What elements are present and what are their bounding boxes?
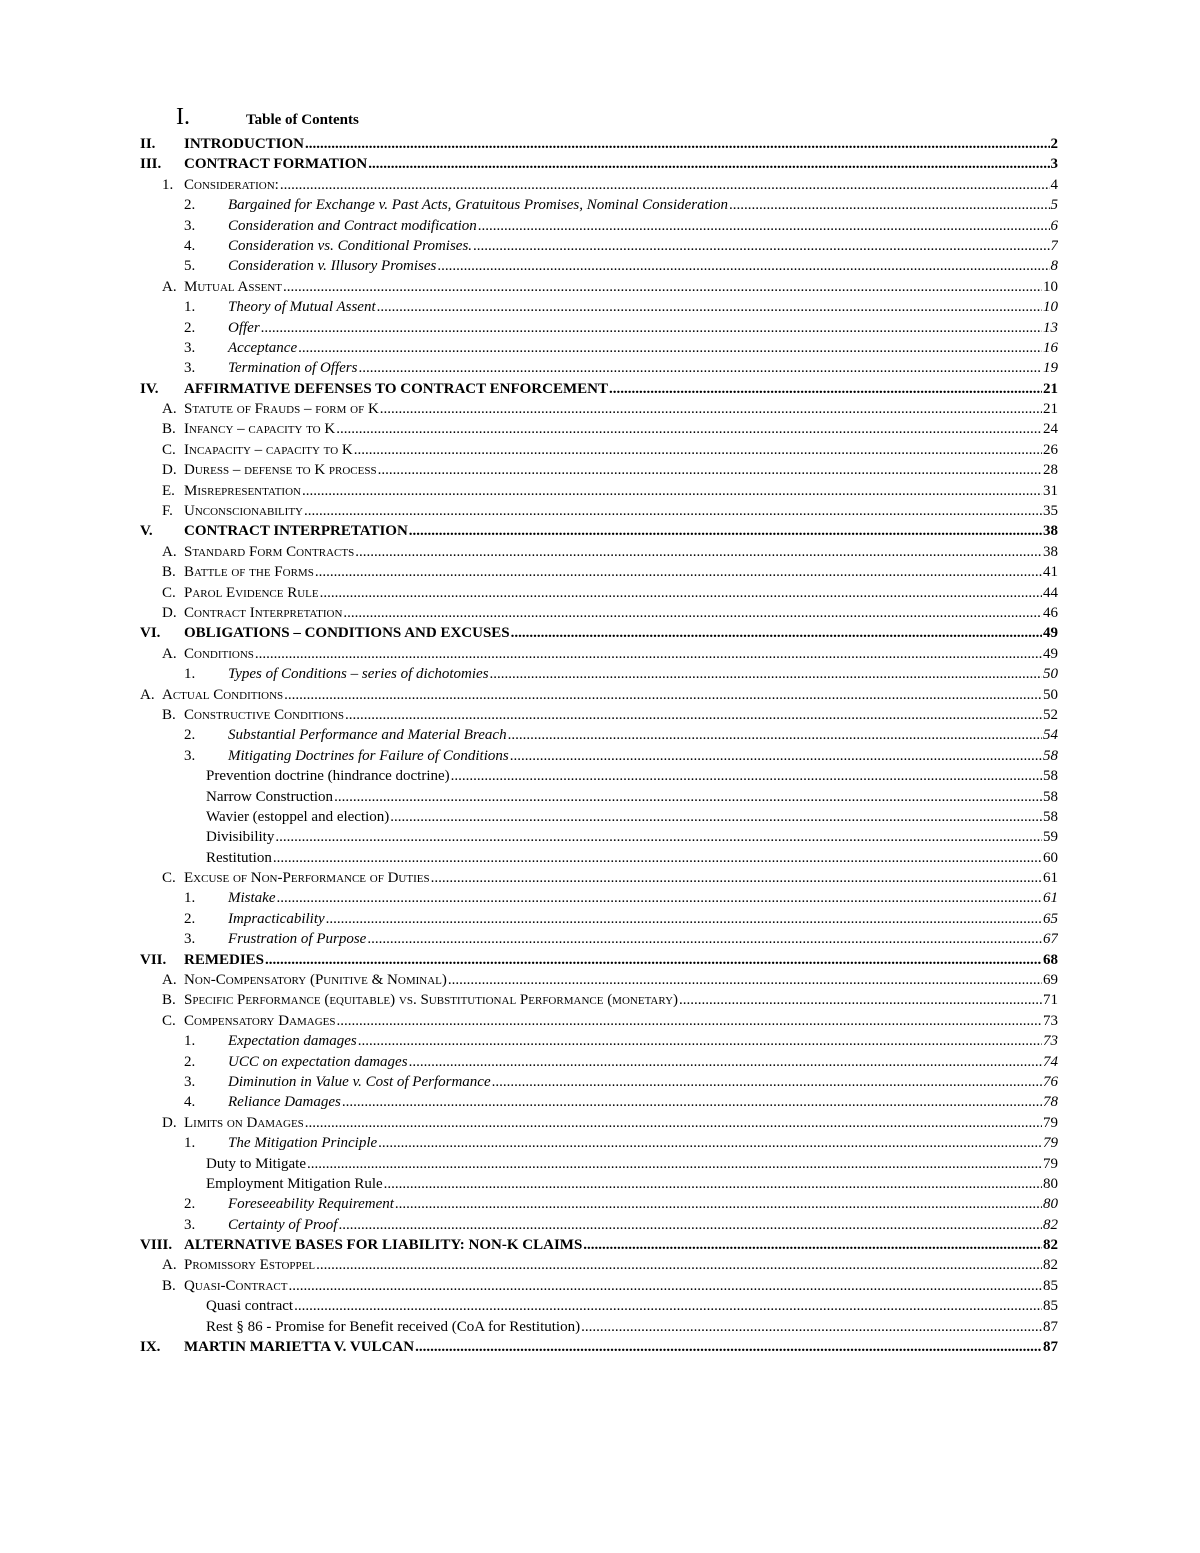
toc-entry-title: Mistake [228, 890, 276, 907]
toc-entry-number: VII. [140, 951, 167, 968]
toc-entry[interactable] [140, 338, 1058, 358]
toc-entry-number: D. [162, 604, 177, 621]
toc-entry-number: IV. [140, 380, 159, 397]
toc-entry-number: 2. [184, 1053, 196, 1070]
toc-entry-page: 61 [1043, 870, 1058, 887]
toc-entry-page: 8 [1050, 258, 1058, 275]
toc-entry[interactable] [140, 848, 1058, 868]
toc-dot-leader [395, 1194, 1042, 1214]
toc-entry[interactable] [140, 379, 1058, 399]
toc-dot-leader [315, 562, 1042, 582]
toc-entry-title: ALTERNATIVE BASES FOR LIABILITY: NON-K CLAIMS [184, 1237, 583, 1254]
toc-entry[interactable] [140, 705, 1058, 725]
toc-entry[interactable] [140, 419, 1058, 439]
toc-entry[interactable] [140, 1235, 1058, 1255]
toc-entry-page: 82 [1043, 1237, 1058, 1254]
toc-entry-page: 74 [1043, 1053, 1058, 1070]
toc-dot-leader [316, 1255, 1042, 1275]
toc-dot-leader [431, 868, 1042, 888]
toc-entry-number: 3. [184, 747, 196, 764]
toc-entry-title: Mutual Assent [184, 278, 282, 295]
toc-entry[interactable] [140, 807, 1058, 827]
toc-entry-number: VIII. [140, 1237, 173, 1254]
toc-entry-page: 44 [1043, 584, 1058, 601]
toc-dot-leader [273, 848, 1042, 868]
toc-entry-number: F. [162, 503, 173, 520]
toc-dot-leader [288, 1276, 1042, 1296]
toc-entry-title: CONTRACT FORMATION [184, 156, 368, 173]
toc-entry-number: B. [162, 1277, 176, 1294]
toc-entry-title: Duress – defense to K process [184, 462, 377, 479]
toc-entry[interactable] [140, 1031, 1058, 1051]
toc-entry[interactable] [140, 1154, 1058, 1174]
toc-entry[interactable] [140, 216, 1058, 236]
toc-entry-page: 73 [1043, 1012, 1058, 1029]
toc-entry[interactable] [140, 603, 1058, 623]
toc-entry-title: INTRODUCTION [184, 136, 305, 152]
toc-entry-title: Types of Conditions – series of dichotomies [228, 666, 489, 683]
toc-entry-number: 3. [184, 217, 196, 234]
toc-dot-leader [508, 725, 1042, 745]
toc-entry[interactable] [140, 970, 1058, 990]
toc-entry-page: 5 [1050, 197, 1058, 214]
toc-entry-title: Unconscionability [184, 503, 303, 520]
toc-entry-title: Substantial Performance and Material Breach [228, 727, 507, 744]
toc-entry[interactable] [140, 888, 1058, 908]
toc-entry[interactable] [140, 1052, 1058, 1072]
toc-entry[interactable] [140, 1337, 1058, 1357]
toc-entry-page: 2 [1050, 136, 1058, 152]
toc-entry-title: Frustration of Purpose [228, 931, 367, 948]
toc-entry[interactable] [140, 1317, 1058, 1337]
toc-entry-page: 21 [1043, 380, 1058, 397]
toc-entry[interactable] [140, 725, 1058, 745]
toc-entry-number: B. [162, 421, 176, 438]
toc-entry-number: 3. [184, 360, 196, 377]
toc-dot-leader [729, 195, 1050, 215]
toc-dot-leader [338, 1215, 1042, 1235]
toc-entry-page: 73 [1043, 1033, 1058, 1050]
toc-dot-leader [305, 1113, 1042, 1133]
toc-entry-title: Divisibility [206, 829, 275, 846]
toc-dot-leader [511, 623, 1042, 643]
toc-entry[interactable] [140, 501, 1058, 521]
toc-entry-page: 35 [1043, 503, 1058, 520]
toc-dot-leader [284, 685, 1042, 705]
toc-dot-leader [384, 1174, 1042, 1194]
toc-entry-page: 76 [1043, 1073, 1058, 1090]
toc-entry-number: 2. [184, 727, 196, 744]
toc-dot-leader [345, 705, 1042, 725]
toc-entry-number: 1. [184, 1135, 196, 1152]
toc-dot-leader [492, 1072, 1042, 1092]
toc-entry-title: Constructive Conditions [184, 706, 345, 723]
toc-entry-page: 82 [1043, 1257, 1058, 1274]
toc-dot-leader [334, 787, 1042, 807]
toc-dot-leader [358, 1031, 1042, 1051]
toc-dot-leader [378, 460, 1042, 480]
toc-dot-leader [294, 1296, 1042, 1316]
toc-entry[interactable] [140, 685, 1058, 705]
toc-entry-title: Certainty of Proof [228, 1216, 338, 1233]
toc-entry-title: Infancy – capacity to K [184, 421, 336, 438]
toc-entry-page: 19 [1043, 360, 1058, 377]
toc-entry-page: 58 [1043, 808, 1058, 825]
toc-entry-title: Statute of Frauds – form of K [184, 401, 379, 418]
toc-dot-leader [390, 807, 1042, 827]
toc-entry-title: Consideration vs. Conditional Promises. [228, 237, 473, 254]
toc-heading [176, 104, 359, 132]
toc-entry-page: 87 [1043, 1318, 1058, 1335]
toc-entry-title: Termination of Offers [228, 360, 358, 377]
toc-dot-leader [358, 358, 1042, 378]
toc-entry-page: 87 [1043, 1339, 1058, 1356]
toc-entry-number: C. [162, 441, 176, 458]
toc-entry-page: 38 [1043, 543, 1058, 560]
toc-entry-title: Employment Mitigation Rule [206, 1175, 383, 1192]
toc-entry-title: Non-Compensatory (Punitive & Nominal) [184, 972, 447, 989]
toc-entry-number: E. [162, 482, 175, 499]
toc-entry-title: Compensatory Damages [184, 1012, 336, 1029]
toc-dot-leader [283, 277, 1042, 297]
toc-entry-number: 3. [184, 931, 196, 948]
toc-entry-page: 26 [1043, 441, 1058, 458]
toc-dot-leader [409, 1052, 1042, 1072]
toc-entry-title: UCC on expectation damages [228, 1053, 408, 1070]
toc-entry-title: Wavier (estoppel and election) [206, 808, 390, 825]
toc-entry-number: A. [140, 686, 155, 703]
toc-dot-leader [336, 419, 1042, 439]
toc-entry-title: Promissory Estoppel [184, 1257, 316, 1274]
toc-entry-title: Misrepresentation [184, 482, 301, 499]
toc-entry-number: A. [162, 972, 177, 989]
toc-entry[interactable] [140, 1174, 1058, 1194]
toc-entry-page: 50 [1043, 686, 1058, 703]
toc-entry-title: Consideration: [184, 176, 279, 193]
toc-entry-number: V. [140, 523, 153, 540]
toc-entry-page: 80 [1043, 1196, 1058, 1213]
toc-entry-title: Conditions [184, 645, 254, 662]
toc-entry-title: Limits on Damages [184, 1114, 304, 1131]
toc-entry[interactable] [140, 664, 1058, 684]
toc-entry[interactable] [140, 1092, 1058, 1112]
toc-entry-page: 3 [1050, 156, 1058, 173]
heading-number: I. [176, 104, 190, 130]
toc-entry-number: B. [162, 706, 176, 723]
toc-entry-number: 5. [184, 258, 196, 275]
toc-dot-leader [609, 379, 1042, 399]
toc-dot-leader [490, 664, 1042, 684]
toc-entry-page: 16 [1043, 339, 1058, 356]
toc-dot-leader [437, 256, 1049, 276]
toc-entry[interactable] [140, 1194, 1058, 1214]
toc-entry-page: 4 [1050, 176, 1058, 193]
toc-entry-number: D. [162, 1114, 177, 1131]
toc-entry-title: Narrow Construction [206, 788, 334, 805]
toc-entry-title: Incapacity – capacity to K [184, 441, 353, 458]
toc-entry[interactable] [140, 787, 1058, 807]
toc-entry-title: Rest § 86 - Promise for Benefit received (CoA for Restitution) [206, 1318, 581, 1335]
toc-dot-leader [448, 970, 1042, 990]
toc-entry-number: C. [162, 584, 176, 601]
toc-entry[interactable] [140, 154, 1058, 174]
toc-dot-leader [305, 134, 1049, 154]
toc-entry-page: 78 [1043, 1094, 1058, 1111]
toc-dot-leader [581, 1317, 1042, 1337]
toc-entry-page: 58 [1043, 747, 1058, 764]
toc-entry[interactable] [140, 175, 1058, 195]
toc-entry-page: 50 [1043, 666, 1058, 683]
toc-dot-leader [478, 216, 1050, 236]
toc-entry-title: Consideration v. Illusory Promises [228, 258, 437, 275]
toc-entry-page: 61 [1043, 890, 1058, 907]
toc-entry-page: 46 [1043, 604, 1058, 621]
toc-entry-title: Acceptance [228, 339, 298, 356]
toc-dot-leader [409, 521, 1042, 541]
toc-entry-number: 3. [184, 1216, 196, 1233]
toc-entry-number: B. [162, 564, 176, 581]
toc-entry[interactable] [140, 644, 1058, 664]
toc-entry-number: 1. [184, 299, 196, 316]
toc-entry-page: 54 [1043, 727, 1058, 744]
toc-entry[interactable] [140, 929, 1058, 949]
toc-entry[interactable] [140, 1296, 1058, 1316]
toc-dot-leader [510, 746, 1042, 766]
toc-dot-leader [265, 950, 1042, 970]
toc-entry[interactable] [140, 990, 1058, 1010]
toc-entry-title: MARTIN MARIETTA V. VULCAN [184, 1339, 415, 1356]
toc-entry[interactable] [140, 1072, 1058, 1092]
toc-entry-number: A. [162, 543, 177, 560]
toc-dot-leader [275, 827, 1042, 847]
toc-entry[interactable] [140, 1011, 1058, 1031]
toc-entry[interactable] [140, 440, 1058, 460]
toc-entry-title: Duty to Mitigate [206, 1155, 306, 1172]
toc-entry-page: 21 [1043, 401, 1058, 418]
toc-entry-title: Specific Performance (equitable) vs. Substitutional Performance (monetary) [184, 992, 679, 1009]
toc-entry[interactable] [140, 358, 1058, 378]
toc-dot-leader [320, 583, 1042, 603]
toc-dot-leader [473, 236, 1049, 256]
toc-dot-leader [343, 603, 1042, 623]
toc-entry-number: 2. [184, 197, 196, 214]
toc-entry-page: 68 [1043, 951, 1058, 968]
toc-entry-page: 80 [1043, 1175, 1058, 1192]
toc-entry-title: Diminution in Value v. Cost of Performance [228, 1073, 491, 1090]
toc-entry-page: 10 [1043, 299, 1058, 316]
toc-entry-page: 52 [1043, 706, 1058, 723]
toc-entry-page: 49 [1043, 645, 1058, 662]
toc-entry[interactable] [140, 950, 1058, 970]
toc-entry-title: OBLIGATIONS – CONDITIONS AND EXCUSES [184, 625, 510, 642]
toc-entry-number: A. [162, 401, 177, 418]
toc-dot-leader [326, 909, 1042, 929]
toc-entry[interactable] [140, 521, 1058, 541]
toc-entry-page: 65 [1043, 910, 1058, 927]
toc-entry-number: 2. [184, 319, 196, 336]
toc-dot-leader [355, 542, 1042, 562]
toc-entry[interactable] [140, 134, 1058, 154]
toc-entry-page: 13 [1043, 319, 1058, 336]
toc-dot-leader [377, 297, 1042, 317]
toc-entry-title: AFFIRMATIVE DEFENSES TO CONTRACT ENFORCEMENT [184, 380, 608, 397]
toc-entry-page: 69 [1043, 972, 1058, 989]
toc-entry-page: 6 [1050, 217, 1058, 234]
toc-dot-leader [679, 990, 1042, 1010]
heading-title: Table of Contents [246, 112, 359, 128]
toc-entry[interactable] [140, 481, 1058, 501]
toc-entry[interactable] [140, 195, 1058, 215]
toc-entry-title: Impracticability [228, 910, 325, 927]
toc-entry[interactable] [140, 460, 1058, 480]
toc-entry-title: REMEDIES [184, 951, 265, 968]
toc-entry[interactable] [140, 318, 1058, 338]
toc-entry-page: 67 [1043, 931, 1058, 948]
toc-entry-number: II. [140, 136, 156, 152]
toc-dot-leader [415, 1337, 1042, 1357]
toc-entry-number: III. [140, 156, 162, 173]
toc-entry-number: A. [162, 278, 177, 295]
toc-entry-number: VI. [140, 625, 161, 642]
toc-entry-page: 82 [1043, 1216, 1058, 1233]
toc-entry-page: 85 [1043, 1277, 1058, 1294]
toc-entry-page: 79 [1043, 1135, 1058, 1152]
toc-dot-leader [304, 501, 1042, 521]
toc-entry[interactable] [140, 297, 1058, 317]
toc-entry[interactable] [140, 399, 1058, 419]
toc-dot-leader [367, 929, 1042, 949]
toc-entry-title: Excuse of Non-Performance of Duties [184, 870, 430, 887]
toc-entry-title: Parol Evidence Rule [184, 584, 319, 601]
toc-entry-page: 28 [1043, 462, 1058, 479]
toc-entry-page: 79 [1043, 1114, 1058, 1131]
toc-entry-page: 31 [1043, 482, 1058, 499]
toc-entry-title: Reliance Damages [228, 1094, 341, 1111]
toc-entry-title: Foreseeability Requirement [228, 1196, 394, 1213]
toc-entry-title: Prevention doctrine (hindrance doctrine) [206, 768, 450, 785]
toc-dot-leader [583, 1235, 1042, 1255]
toc-dot-leader [354, 440, 1042, 460]
toc-entry[interactable] [140, 909, 1058, 929]
toc-entry[interactable] [140, 1276, 1058, 1296]
toc-entry-number: 2. [184, 1196, 196, 1213]
toc-entry-title: Restitution [206, 849, 272, 866]
toc-entry[interactable] [140, 1215, 1058, 1235]
toc-entry-page: 79 [1043, 1155, 1058, 1172]
toc-dot-leader [298, 338, 1042, 358]
toc-dot-leader [380, 399, 1042, 419]
toc-entry-page: 58 [1043, 788, 1058, 805]
toc-entry[interactable] [140, 827, 1058, 847]
toc-dot-leader [261, 318, 1042, 338]
toc-entry-page: 7 [1050, 237, 1058, 254]
toc-entry-page: 24 [1043, 421, 1058, 438]
toc-dot-leader [302, 481, 1042, 501]
toc-entry-title: The Mitigation Principle [228, 1135, 378, 1152]
toc-entry-title: Actual Conditions [162, 686, 284, 703]
toc-entry[interactable] [140, 542, 1058, 562]
toc-entry-title: Contract Interpretation [184, 604, 343, 621]
toc-entry-number: 1. [184, 890, 196, 907]
toc-entry-page: 10 [1043, 278, 1058, 295]
toc-entry-page: 49 [1043, 625, 1058, 642]
toc-entry[interactable] [140, 583, 1058, 603]
toc-entry-number: B. [162, 992, 176, 1009]
toc-entry-number: C. [162, 870, 176, 887]
toc-dot-leader [255, 644, 1042, 664]
toc-entry-number: IX. [140, 1339, 161, 1356]
toc-entry-number: 3. [184, 339, 196, 356]
toc-entry-page: 38 [1043, 523, 1058, 540]
toc-entry-number: A. [162, 1257, 177, 1274]
toc-entry-title: Quasi-Contract [184, 1277, 288, 1294]
toc-entry-number: 1. [162, 176, 174, 193]
toc-entry[interactable] [140, 256, 1058, 276]
toc-entry-number: 1. [184, 1033, 196, 1050]
toc-entry[interactable] [140, 766, 1058, 786]
toc-dot-leader [342, 1092, 1042, 1112]
toc-entry[interactable] [140, 1113, 1058, 1133]
toc-entry-page: 60 [1043, 849, 1058, 866]
toc-entry-number: 3. [184, 1073, 196, 1090]
toc-entry-title: Theory of Mutual Assent [228, 299, 376, 316]
toc-entry[interactable] [140, 562, 1058, 582]
toc-entry-number: D. [162, 462, 177, 479]
toc-dot-leader [307, 1154, 1042, 1174]
toc-entry-page: 59 [1043, 829, 1058, 846]
toc-entry-number: 2. [184, 910, 196, 927]
toc-entry-title: Quasi contract [206, 1298, 294, 1315]
toc-entry[interactable] [140, 868, 1058, 888]
toc-dot-leader [451, 766, 1042, 786]
toc-entry[interactable] [140, 277, 1058, 297]
toc-entry[interactable] [140, 623, 1058, 643]
toc-entry[interactable] [140, 1255, 1058, 1275]
toc-entry-page: 71 [1043, 992, 1058, 1009]
toc-entry[interactable] [140, 236, 1058, 256]
toc-entry[interactable] [140, 1133, 1058, 1153]
toc-entry-title: Battle of the Forms [184, 564, 314, 581]
toc-entry-number: 4. [184, 237, 196, 254]
toc-entry-number: 1. [184, 666, 196, 683]
toc-entry-page: 85 [1043, 1298, 1058, 1315]
toc-entry-title: Standard Form Contracts [184, 543, 355, 560]
toc-dot-leader [280, 175, 1050, 195]
table-of-contents [140, 134, 1058, 1357]
toc-entry-number: 4. [184, 1094, 196, 1111]
toc-entry-title: Offer [228, 319, 260, 336]
toc-entry[interactable] [140, 746, 1058, 766]
toc-entry-number: A. [162, 645, 177, 662]
toc-entry-page: 41 [1043, 564, 1058, 581]
toc-dot-leader [337, 1011, 1042, 1031]
toc-entry-title: Consideration and Contract modification [228, 217, 477, 234]
toc-entry-title: Mitigating Doctrines for Failure of Conditions [228, 747, 509, 764]
toc-dot-leader [378, 1133, 1042, 1153]
toc-dot-leader [368, 154, 1049, 174]
toc-dot-leader [276, 888, 1042, 908]
toc-entry-page: 58 [1043, 768, 1058, 785]
toc-entry-title: Expectation damages [228, 1033, 357, 1050]
toc-entry-title: Bargained for Exchange v. Past Acts, Gratuitous Promises, Nominal Consideration [228, 197, 728, 214]
toc-entry-number: C. [162, 1012, 176, 1029]
toc-entry-title: CONTRACT INTERPRETATION [184, 523, 408, 540]
